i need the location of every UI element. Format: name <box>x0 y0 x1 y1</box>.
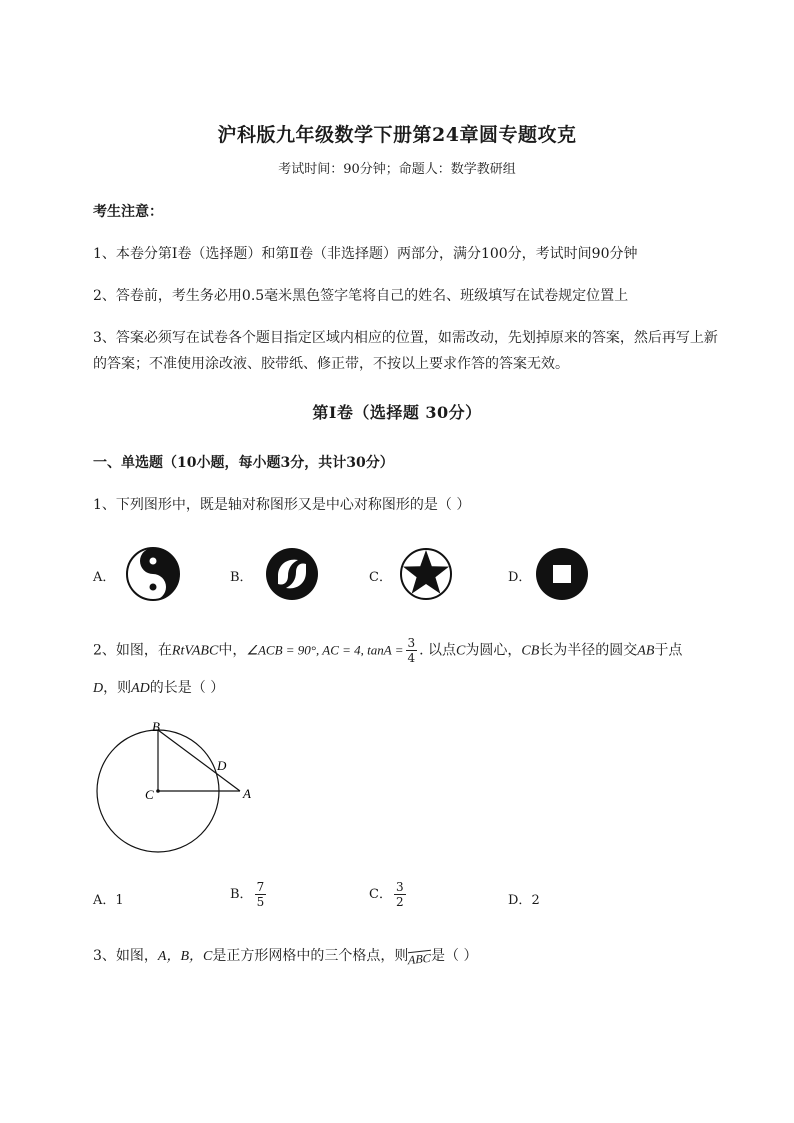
q2-text-f: 的长是（ ） <box>149 680 225 696</box>
q2-point-c: C <box>456 643 466 659</box>
q2-label-c: C <box>145 787 154 802</box>
yin-yang-icon <box>125 546 181 602</box>
q2-tan-numerator: 3 <box>407 636 416 650</box>
q2-option-c <box>369 880 408 909</box>
q2-label-b: B <box>152 719 160 734</box>
q2-text-b: 为圆心， <box>465 642 522 659</box>
q1-option-a-label: A． <box>93 570 116 585</box>
q2-condition: ∠ACB = 90°, AC = 4, tanA = <box>246 642 404 658</box>
q3-points: A，B，C <box>157 949 213 964</box>
q2-segment-ab-line <box>158 730 240 791</box>
q2-option-b-label: B． <box>230 887 253 902</box>
q2-option-b-numerator: 7 <box>256 880 265 894</box>
question-2-line-2 <box>93 677 224 697</box>
page-title: 沪科版九年级数学下册第24章圆专题攻克 <box>217 124 577 146</box>
q2-mid: 中， <box>218 642 247 659</box>
q1-option-b-label: B． <box>230 570 253 585</box>
q2-option-c-denominator: 2 <box>395 895 404 909</box>
exam-info: 考试时间：90分钟；命题人：数学教研组 <box>278 162 516 177</box>
q2-option-a <box>93 889 124 908</box>
q1-option-c-label: C． <box>369 570 392 585</box>
question-1-text: 1、下列图形中，既是轴对称图形又是中心对称图形的是（ ） <box>93 497 471 513</box>
q2-option-a-value: 1 <box>115 893 124 908</box>
q3-mid: 是正方形网格中的三个格点，则 <box>212 948 409 964</box>
q2-text-d: 于点 <box>654 642 683 659</box>
q2-option-a-label: A． <box>93 893 116 908</box>
q2-option-c-label: C． <box>369 887 392 902</box>
q2-segment-ab: AB <box>637 643 655 659</box>
q3-suffix: 是（ ） <box>431 948 478 964</box>
q2-segment-ad: AD <box>131 681 150 696</box>
q2-label-d: D <box>217 758 227 773</box>
q2-prefix: 2、如图，在 <box>93 642 172 659</box>
q1-option-d-label: D． <box>508 570 532 585</box>
q2-option-d-label: D． <box>508 893 532 908</box>
q3-prefix: 3、如图， <box>93 948 158 964</box>
star-in-circle-icon <box>398 546 454 602</box>
part-heading: 一、单选题（10小题，每小题3分，共计30分） <box>93 455 394 471</box>
section-title: 第I卷（选择题 30分） <box>312 403 482 422</box>
question-2-line-1 <box>93 636 682 665</box>
q2-circle-figure <box>90 712 270 862</box>
q2-option-c-numerator: 3 <box>395 880 404 894</box>
q2-tan-fraction <box>406 636 418 665</box>
note-item-3-cont: 的答案；不准使用涂改液、胶带纸、修正带，不按以上要求作答的答案无效。 <box>93 356 569 372</box>
q3-arc: ABC <box>408 950 432 968</box>
q2-triangle: RtVABC <box>171 643 219 659</box>
q2-option-b <box>230 880 268 909</box>
question-3-text <box>93 945 478 968</box>
q2-text-e: ，则 <box>103 680 132 696</box>
q2-option-b-fraction <box>255 880 267 909</box>
swirl-circle-icon <box>264 546 320 602</box>
q2-text-a: . 以点 <box>419 642 457 659</box>
q2-text-c: 长为半径的圆交 <box>539 642 638 659</box>
q2-option-d <box>508 889 540 908</box>
q2-option-b-denominator: 5 <box>256 895 265 909</box>
note-item-3: 3、答案必须写在试卷各个题目指定区域内相应的位置，如需改动，先划掉原来的答案，然后再写上新 <box>93 330 718 346</box>
q2-option-c-fraction <box>394 880 406 909</box>
note-item-2: 2、答卷前，考生务必用0.5毫米黑色签字笔将自己的姓名、班级填写在试卷规定位置上 <box>93 288 629 304</box>
note-item-1: 1、本卷分第I卷（选择题）和第Ⅱ卷（非选择题）两部分，满分100分，考试时间90分钟 <box>93 246 638 262</box>
notes-heading: 考生注意： <box>93 204 163 220</box>
q2-label-a: A <box>243 786 251 801</box>
q2-center-dot <box>156 789 160 793</box>
square-hole-coin-icon <box>534 546 590 602</box>
q2-option-d-value: 2 <box>531 893 540 908</box>
q2-point-d: D <box>93 681 104 696</box>
q2-tan-denominator: 4 <box>407 651 416 665</box>
q2-segment-cb: CB <box>521 643 540 659</box>
